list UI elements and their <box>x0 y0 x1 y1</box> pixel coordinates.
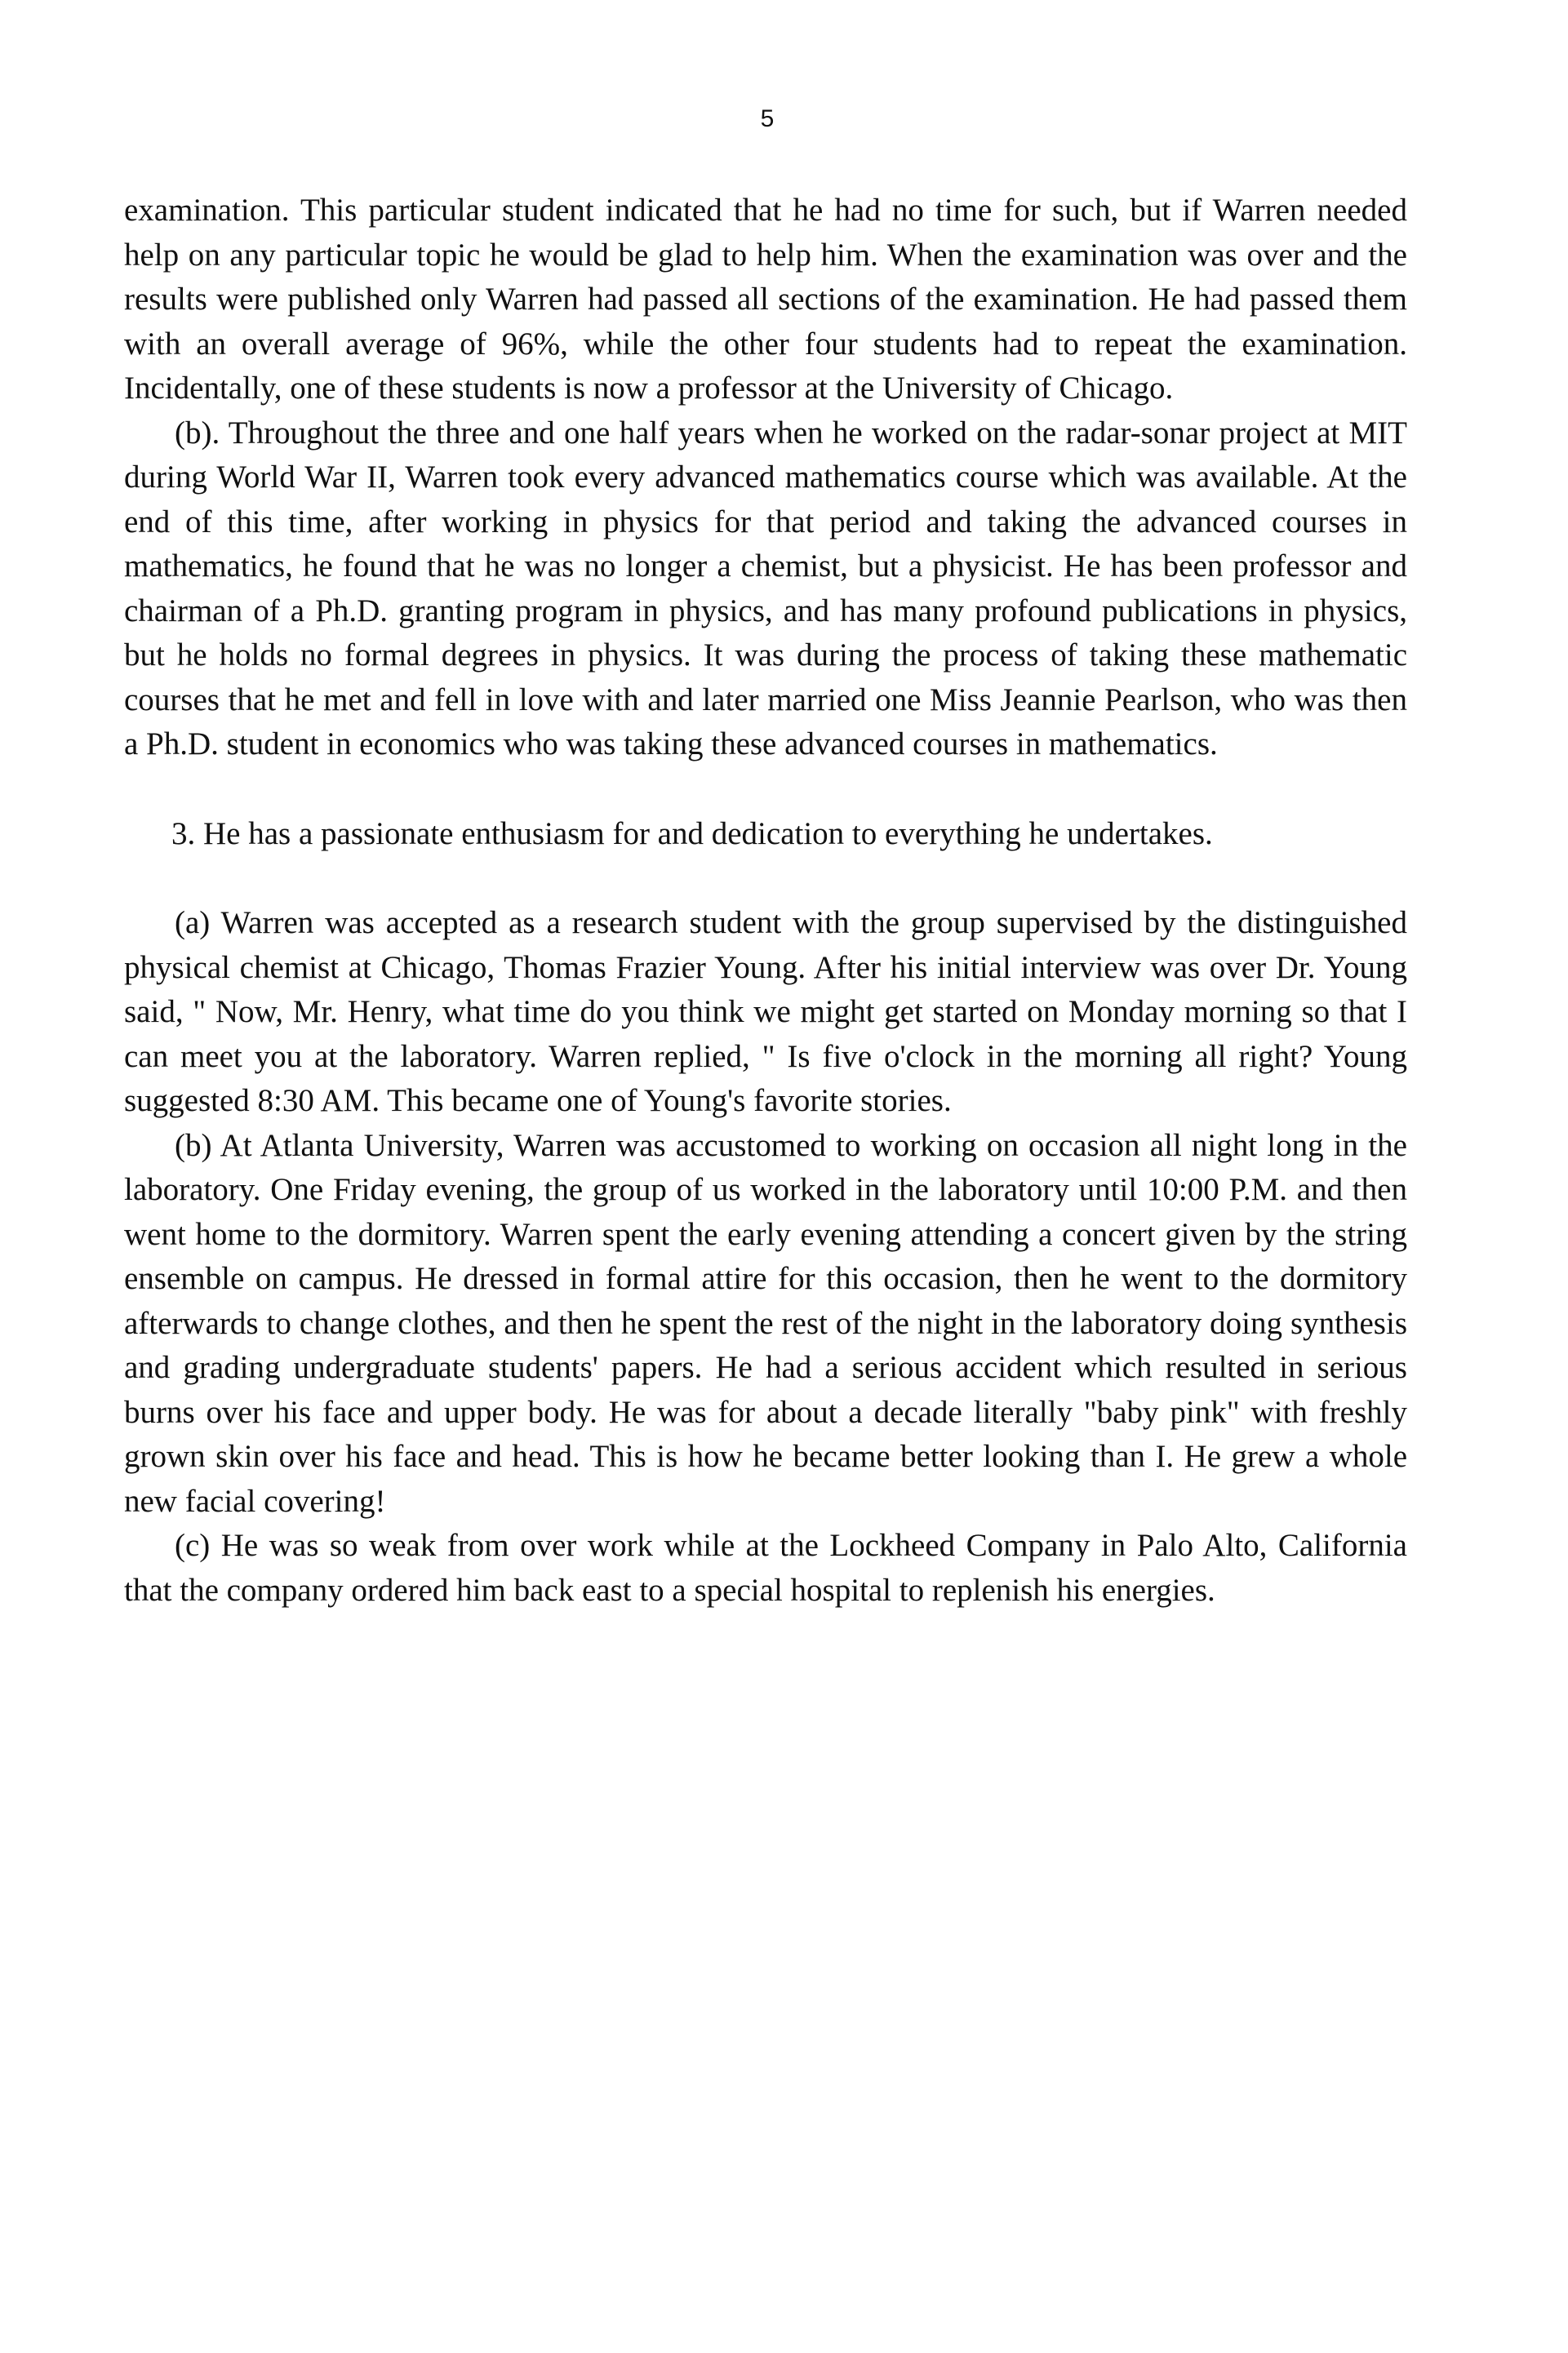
paragraph-3b: (b) At Atlanta University, Warren was accustomed to working on occasion all night long in the laboratory. One Friday evening, the group of us worked in the laboratory until 10:00 P.M. and then went home to the dormitory. Warren spent the early evening attending a concert given by the string ensemble on campus. He dressed in formal attire for this occasion, then he went to the dormitory afterwards to change clothes, and then he spent the rest of the night in the laboratory doing synthesis and grading undergraduate students' papers. He had a serious accident which resulted in serious burns over his face and upper body. He was for about a decade literally "baby pink" with freshly grown skin over his face and head. This is how he became better looking than I. He grew a whole new facial covering! <box>124 1127 1407 1519</box>
paragraph-2a-continued: examination. This particular student indicated that he had no time for such, but if Warren needed help on any particular topic he would be glad to help him. When the examination was over and the results were published only Warren had passed all sections of the examination. He had passed them with an overall average of 96%, while the other four students had to repeat the examination. Incidentally, one of these students is now a professor at the University of Chicago. <box>124 193 1407 406</box>
paragraph-3a: (a) Warren was accepted as a research student with the group supervised by the distinguished physical chemist at Chicago, Thomas Frazier Young. After his initial interview was over Dr. Young said, " Now, Mr. Henry, what time do you think we might get started on Monday morning so that I can meet you at the laboratory. Warren replied, " Is five o'clock in the morning all right? Young suggested 8:30 AM. This became one of Young's favorite stories. <box>124 905 1407 1118</box>
document-body <box>124 189 1407 1613</box>
paragraph-2b: (b). Throughout the three and one half years when he worked on the radar-sonar project at MIT during World War II, Warren took every advanced mathematics course which was available. At the end of this time, after working in physics for that period and taking the advanced courses in mathematics, he found that he was no longer a chemist, but a physicist. He has been professor and chairman of a Ph.D. granting program in physics, and has many profound publications in physics, but he holds no formal degrees in physics. It was during the process of taking these mathematic courses that he met and fell in love with and later married one Miss Jeannie Pearlson, who was then a Ph.D. student in economics who was taking these advanced courses in mathematics. <box>124 415 1407 761</box>
list-item-3-heading: 3. He has a passionate enthusiasm for and dedication to everything he undertakes. <box>171 815 1213 851</box>
paragraph-3c: (c) He was so weak from over work while at the Lockheed Company in Palo Alto, California that the company ordered him back east to a special hospital to replenish his energies. <box>124 1528 1407 1608</box>
page-number: 5 <box>760 105 775 132</box>
